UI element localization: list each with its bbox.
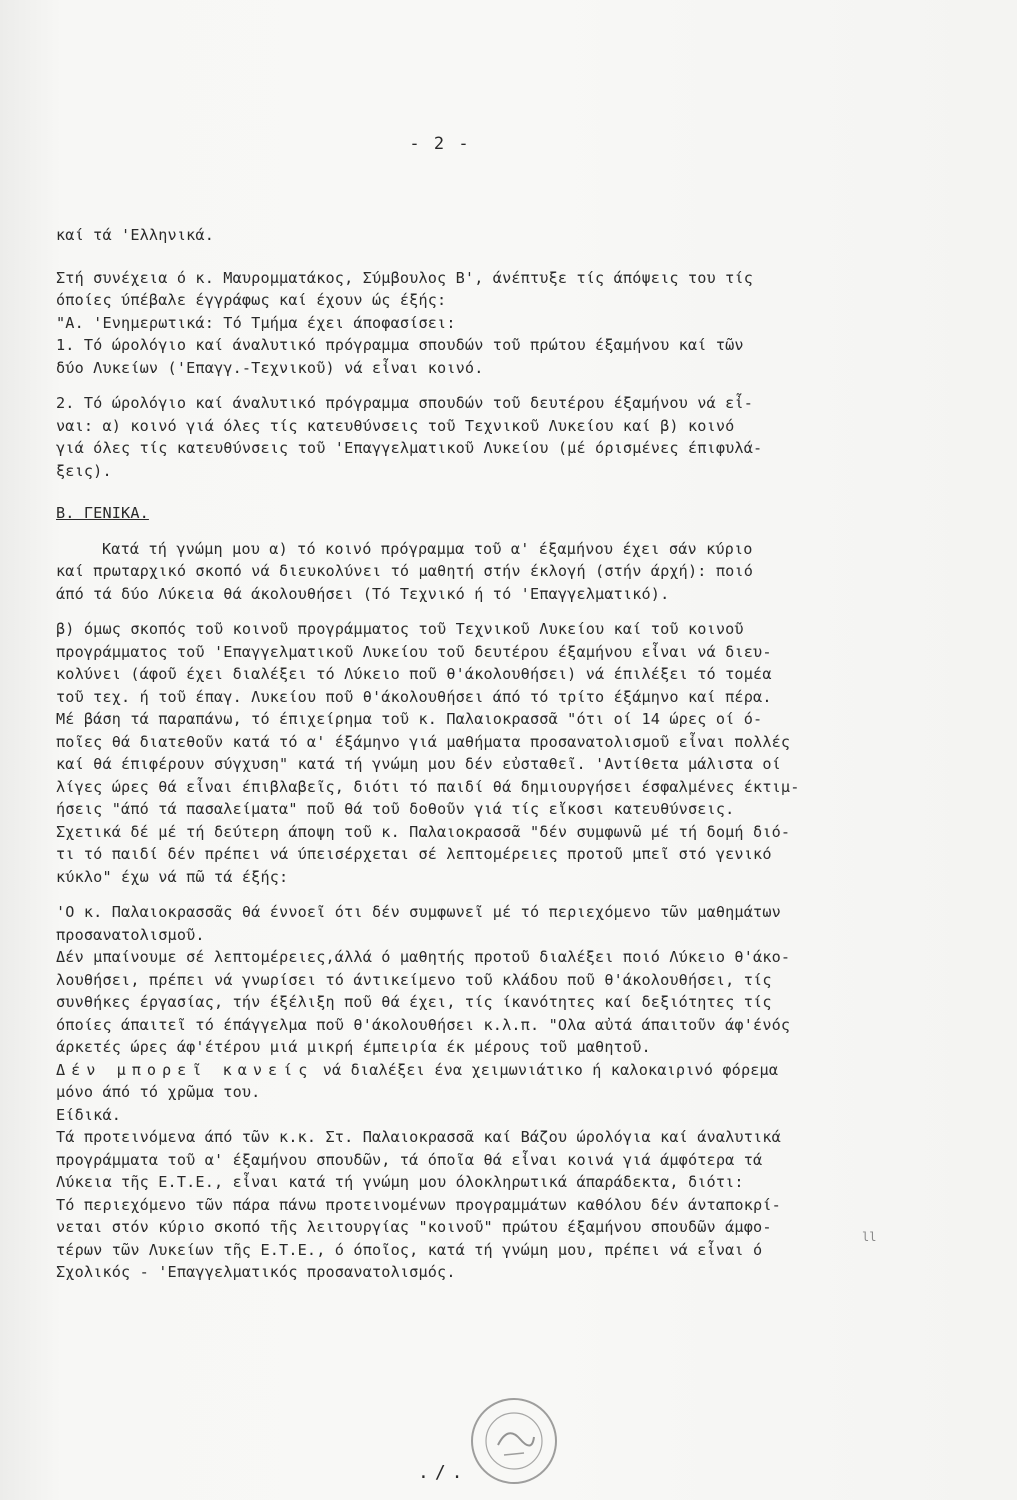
text-line: Στή συνέχεια ό κ. Μαυρομματάκος, Σύμβουλος Β', άνέπτυξε τίς άπόψεις του τίς (56, 268, 754, 287)
paragraph-orientation (56, 901, 936, 1059)
text-line: δύο Λυκείων ('Επαγγ.-Τεχνικοῦ) νά εἶναι κοινό. (56, 358, 484, 377)
text-line: τέρων τῶν Λυκείων τῆς Ε.Τ.Ε., ό όποῖος, κατά τή γνώμη μου, πρέπει νά εἶναι ό (56, 1240, 763, 1259)
official-stamp-icon (468, 1395, 560, 1487)
text-line: ήσεις "άπό τά πασαλείματα" ποῦ θά τοῦ δοθοῦν γιά τίς εἴκοσι κατευθύνσεις. (56, 800, 735, 818)
text-line: Μέ βάση τά παραπάνω, τό έπιχείρημα τοῦ κ. Παλαιοκρασσᾶ "ότι οί 14 ώρες οί ό- (56, 710, 763, 728)
page-number: - 2 - (409, 134, 471, 154)
text-line: Δέν μπαίνουμε σέ λεπτομέρειες,άλλά ό μαθητής προτοῦ διαλέξει ποιό Λύκειο θ'άκο- (56, 948, 791, 966)
text-line: άπό τά δύο Λύκεια θά άκολουθήσει (Τό Τεχνικό ή τό 'Επαγγελματικό). (56, 584, 670, 603)
paragraph-item-2 (56, 392, 936, 482)
text-line: ξεις). (56, 461, 112, 480)
text-line: "Α. 'Ενημερωτικά: Τό Τμήμα έχει άποφασίσει: (56, 313, 456, 332)
text-line: νεται στόν κύριο σκοπό τῆς λειτουργίας "κοινοῦ" πρώτου έξαμήνου σπουδῶν άμφο- (56, 1218, 772, 1236)
subheading-specific: Είδικά. (56, 1105, 122, 1124)
text-line: 'Ο κ. Παλαιοκρασσᾶς θά έννοεῖ ότι δέν συμφωνεῖ μέ τό περιεχόμενο τῶν μαθημάτων (56, 903, 781, 921)
text-line: ποῖες θά διατεθοῦν κατά τό α' έξάμηνο γιά μαθήματα προσανατολισμοῦ εἶναι πολλές (56, 732, 791, 751)
text-line: τοῦ τεχ. ή τοῦ έπαγ. Λυκείου ποῦ θ'άκολουθήσει άπό τό τρίτο έξάμηνο καί πέρα. (56, 687, 772, 706)
text-line: τι τό παιδί δέν πρέπει νά ύπεισέρχεται σέ λεπτομέρειες προτοῦ μπεῖ στό γενικό (56, 845, 772, 863)
text-line: προγράμματα τοῦ α' έξαμήνου σπουδῶν, τά όποῖα θά εἶναι κοινά γιά άμφότερα τά (56, 1150, 763, 1169)
margin-mark: ll (862, 1230, 877, 1244)
text-line: μόνο άπό τό χρῶμα του. (56, 1083, 261, 1101)
text-line: όποίες άπαιτεῖ τό έπάγγελμα ποῦ θ'άκολουθήσει κ.λ.π. "Ολα αὐτά άπαιτοῦν άφ'ένός (56, 1015, 791, 1034)
section-heading-general: Β. ΓΕΝΙΚΑ. (56, 504, 149, 522)
paragraph-intro-line (56, 224, 936, 247)
text-line: Σχολικός - 'Επαγγελματικός προσανατολισμός. (56, 1263, 456, 1281)
text-line: 2. Τό ώρολόγιο καί άναλυτικό πρόγραμμα σπουδών τοῦ δευτέρου έξαμήνου νά εἶ- (56, 394, 754, 412)
text-line: λίγες ώρες θά εἶναι έπιβλαβεῖς, διότι τό παιδί θά δημιουργήσει έσφαλμένες έκτιμ- (56, 777, 800, 796)
text-line: κολύνει (άφοῦ έχει διαλέξει τό Λύκειο ποῦ θ'άκολουθήσει) νά έπιλέξει τό τομέα (56, 665, 772, 683)
continuation-mark: ./. (418, 1462, 469, 1483)
text-line: β) όμως σκοπός τοῦ κοινοῦ προγράμματος τοῦ Τεχνικοῦ Λυκείου καί τοῦ κοινοῦ (56, 620, 744, 638)
text-line: Δέν μπορεῖ κανείς νά διαλέξει ένα χειμωνιάτικο ή καλοκαιρινό φόρεμα (56, 1060, 779, 1079)
text-line: Τό περιεχόμενο τῶν πάρα πάνω προτεινομένων προγραμμάτων καθόλου δέν άνταποκρί- (56, 1195, 781, 1214)
spaced-emphasis: Δέν μπορεῖ κανείς (56, 1060, 314, 1079)
document-body (56, 224, 936, 1284)
paragraph-mavrommatakos-opinion (56, 267, 936, 380)
paragraph-specific (56, 1059, 936, 1284)
text-line: Λύκεια τῆς Ε.Τ.Ε., εἶναι κατά τή γνώμη μου όλοκληρωτικά άπαράδεκτα, διότι: (56, 1173, 744, 1191)
text-line: 1. Τό ώρολόγιο καί άναλυτικό πρόγραμμα σπουδών τοῦ πρώτου έξαμήνου καί τῶν (56, 336, 744, 354)
paragraph-general-a (56, 538, 936, 606)
paragraph-general-b (56, 618, 936, 888)
text-line: προγράμματος τοῦ 'Επαγγελματικοῦ Λυκείου τοῦ δευτέρου έξαμήνου εἶναι νά διευ- (56, 642, 772, 661)
text-line: όποίες ύπέβαλε έγγράφως καί έχουν ώς έξής: (56, 291, 447, 309)
text-line: Τά προτεινόμενα άπό τῶν κ.κ. Στ. Παλαιοκρασσᾶ καί Βάζου ώρολόγια καί άναλυτικά (56, 1128, 781, 1146)
text-line: συνθήκες έργασίας, τήν έξέλιξη ποῦ θά έχει, τίς ίκανότητες καί δεξιότητες τίς (56, 993, 772, 1011)
text-line: καί πρωταρχικό σκοπό νά διευκολύνει τό μαθητή στήν έκλογή (στήν άρχή): ποιό (56, 562, 754, 580)
text-line: γιά όλες τίς κατευθύνσεις τοῦ 'Επαγγελματικοῦ Λυκείου (μέ όρισμένες έπιφυλά- (56, 439, 763, 457)
text-line: καί τά 'Ελληνικά. (56, 226, 214, 244)
text-line: Σχετικά δέ μέ τή δεύτερη άποψη τοῦ κ. Παλαιοκρασσᾶ "δέν συμφωνῶ μέ τή δομή διό- (56, 822, 791, 841)
text-line: Κατά τή γνώμη μου α) τό κοινό πρόγραμμα τοῦ α' έξαμήνου έχει σάν κύριο (102, 539, 753, 558)
text-line: προσανατολισμοῦ. (56, 925, 205, 944)
text-line: κύκλο" έχω νά πῶ τά έξής: (56, 867, 289, 886)
text-line: ναι: α) κοινό γιά όλες τίς κατευθύνσεις τοῦ Τεχνικοῦ Λυκείου καί β) κοινό (56, 416, 735, 435)
text-line: άρκετές ώρες άφ'έτέρου μιά μικρή έμπειρία έκ μέρους τοῦ μαθητοῦ. (56, 1038, 651, 1056)
text-line: καί θά έπιφέρουν σύγχυση" κατά τή γνώμη μου δέν εὐσταθεῖ. 'Αντίθετα μάλιστα οί (56, 755, 781, 773)
text-line: λουθήσει, πρέπει νά γνωρίσει τό άντικείμενο τοῦ κλάδου ποῦ θ'άκολουθήσει, τίς (56, 970, 772, 989)
